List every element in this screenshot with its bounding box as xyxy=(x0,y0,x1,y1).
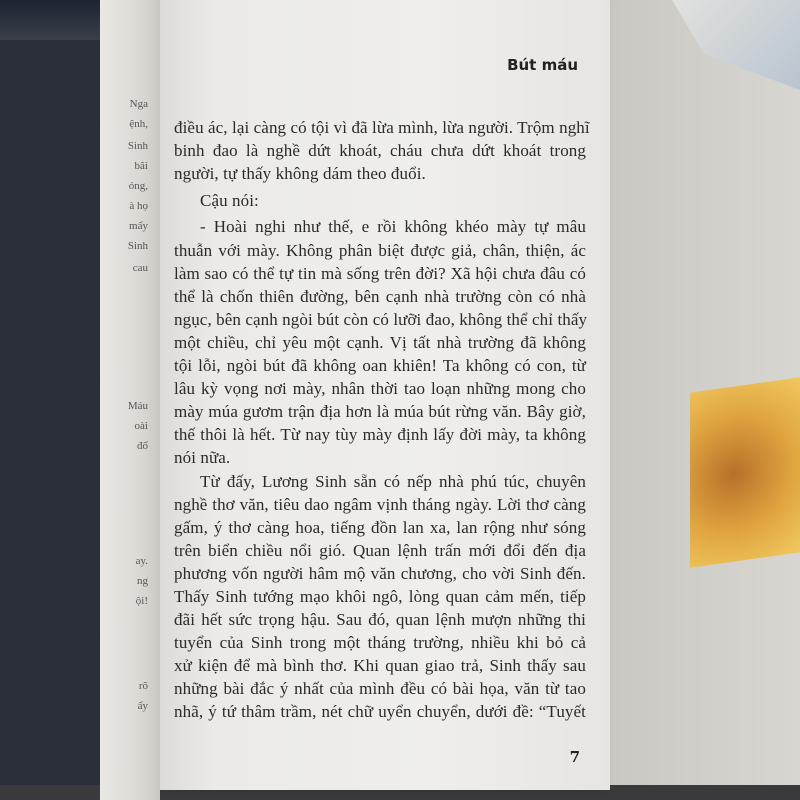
running-header: Bút máu xyxy=(507,56,578,74)
body-text-line: đãi hết sức trọng hậu. Sau đó, quan lệnh mượn những thi xyxy=(174,610,586,629)
body-text-line: ngục, bên cạnh ngòi bút còn có lưỡi đao, không thể chỉ thấy xyxy=(174,310,588,329)
body-text-line: Thấy Sinh tướng mạo khôi ngô, lòng quan cảm mến, tiếp xyxy=(174,587,586,606)
left-page-text-fragment: đổ xyxy=(137,440,148,452)
body-text-line: thế thôi là hết. Từ nay tùy mày định lấy đời mày, ta không xyxy=(174,425,586,444)
left-page-text-fragment: à họ xyxy=(129,200,148,212)
body-text-line: tội lỗi, ngòi bút đã không oan khiên! Ta không có con, từ xyxy=(174,356,586,375)
left-page-text-fragment: rõ xyxy=(138,680,148,692)
book-page xyxy=(160,0,610,790)
left-page-text-fragment: oài xyxy=(134,420,148,432)
left-page-text-fragment: Máu xyxy=(127,400,148,412)
body-text-line: làm sao có thể tự tin mà sống trên đời? Xã hội chưa đâu có xyxy=(174,264,586,283)
body-text-line: trên biển chiều nổi gió. Quan lệnh trấn mới đổi đến địa xyxy=(174,541,586,560)
left-page-text-fragment: ay. xyxy=(135,555,148,567)
left-page-text-fragment: ng xyxy=(137,575,148,587)
body-text-line: binh đao là nghề dứt khoát, cháu chưa dứt khoát trong xyxy=(174,141,586,160)
left-page-text-fragment: ệnh, xyxy=(129,118,148,130)
left-page-text-fragment: Nga xyxy=(129,98,148,110)
body-text-line: thuẫn với mày. Không phân biệt được giả, chân, thiện, ác xyxy=(174,241,586,260)
body-text-line: xử kiện để mà bình thơ. Khi quan giao trả, Sinh thấy sau xyxy=(174,656,586,675)
body-text-line: - Hoài nghi như thế, e rồi không khéo mày tự mâu xyxy=(200,217,586,236)
body-text-line: một chiều, chỉ yêu một cạnh. Vị tất nhà trường đã không xyxy=(174,333,586,352)
body-text-line: tuyển của Sinh trong một tháng trường, nhiều khi bỏ cả xyxy=(174,633,586,652)
body-text-line: điều ác, lại càng có tội vì đã lừa mình, lừa người. Trộm nghĩ xyxy=(174,118,590,137)
body-text-line: người, tự thấy không dám theo đuổi. xyxy=(174,164,426,183)
left-page-text-fragment: mấy xyxy=(129,220,148,232)
body-text-line: mày múa gươm trận địa hơn là múa bút rừng văn. Bây giờ, xyxy=(174,402,586,421)
left-page-text-fragment: ấy xyxy=(137,700,148,712)
left-page-text-fragment: Sinh xyxy=(127,240,148,252)
body-text-line: nhã, ý tứ thâm trầm, nét chữ uyển chuyển, dưới đề: “Tuyết xyxy=(174,702,586,721)
body-text-line: thể là chốn thiên đường, bên cạnh nhà trường còn có nhà xyxy=(174,287,586,306)
left-page-text-fragment: ội! xyxy=(135,595,148,607)
body-text-line: nghề thơ văn, tiêu dao ngâm vịnh tháng ngày. Lời thơ càng xyxy=(174,495,586,514)
body-text-line: gấm, ý thơ càng hoa, tiếng đồn lan xa, lan rộng như sóng xyxy=(174,518,586,537)
left-page-text-fragment: bãi xyxy=(134,160,148,172)
body-text-line: Từ đấy, Lương Sinh sẵn có nếp nhà phú túc, chuyên xyxy=(200,472,586,491)
left-page-text-fragment: Sinh xyxy=(127,140,148,152)
body-text-line: những bài đắc ý nhất của mình đều có bài họa, văn từ tao xyxy=(174,679,586,698)
body-text-line: lâu kỳ vọng nơi mày, nhân thời tao loạn những mong cho xyxy=(174,379,586,398)
body-text-line: phương vốn người hâm mộ văn chương, cho vời Sinh đến. xyxy=(174,564,586,583)
body-text-line: Cậu nói: xyxy=(200,191,259,210)
left-page-fragment xyxy=(100,0,160,800)
body-text-line: nói nữa. xyxy=(174,448,231,467)
background-illustration xyxy=(690,377,800,567)
left-page-text-fragment: cau xyxy=(132,262,148,274)
left-page-text-fragment: óng, xyxy=(128,180,148,192)
page-number: 7 xyxy=(569,748,580,766)
